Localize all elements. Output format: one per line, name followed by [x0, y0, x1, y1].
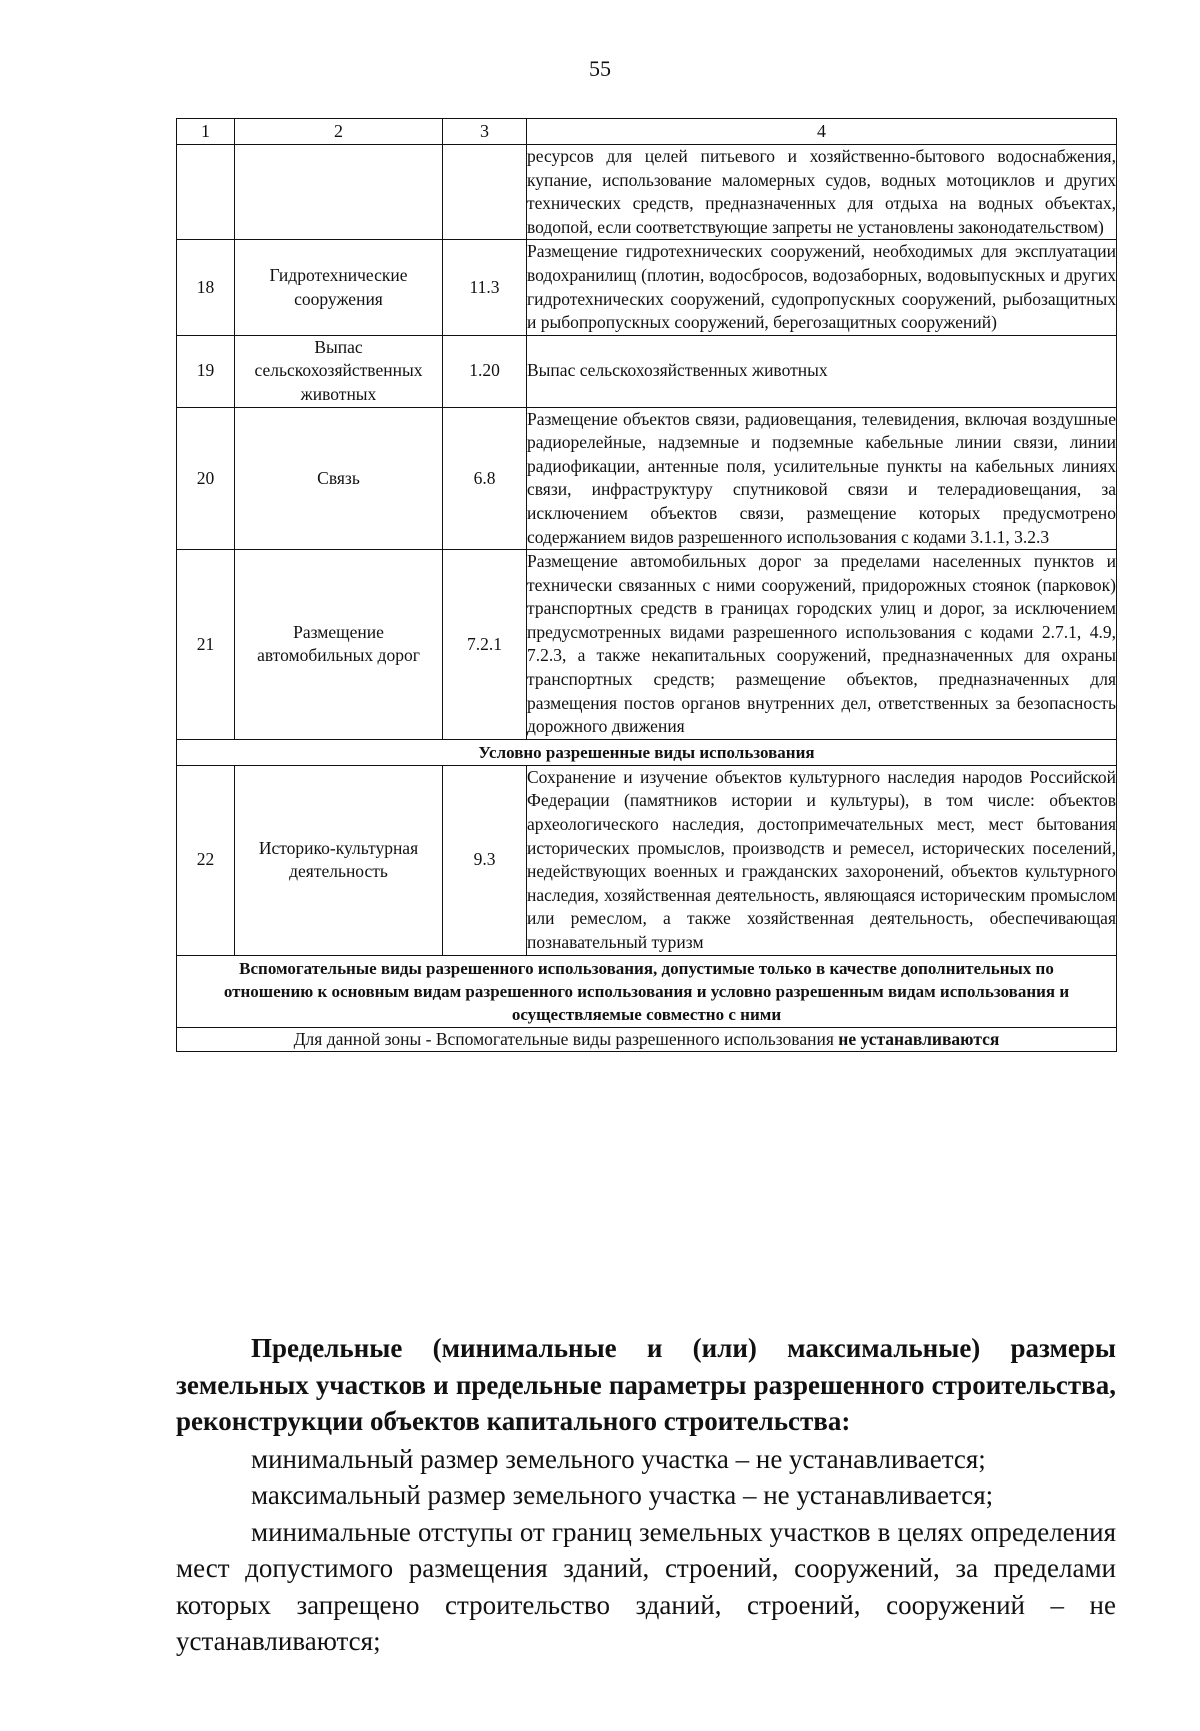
table-row [177, 1027, 1117, 1052]
parameters-section [176, 1330, 1116, 1660]
row-name: Гидротехнические сооружения [235, 240, 443, 335]
section-heading-auxiliary: Вспомогательные виды разрешенного использования, допустимые только в качестве дополнительных по отношению к основным видам разрешенного использования и условно разрешенным видам использования и осуществляемые совместно с ними [177, 955, 1117, 1027]
column-header: 2 [235, 119, 443, 145]
row-name: Связь [235, 407, 443, 550]
land-use-table [176, 118, 1117, 1052]
row-description: Размещение автомобильных дорог за пределами населенных пунктов и технически связанных с ними сооружений, придорожных стоянок (парковок) транспортных средств в границах городских улиц и дорог, за исключением предусмотренных видами разрешенного использования с кодами 2.7.1, 4.9, 7.2.3, а также некапитальных сооружений, предназначенных для охраны транспортных средств; размещение объектов, предназначенных для размещения постов органов внутренних дел, ответственных за безопасность дорожного движения [527, 550, 1117, 740]
paragraph-min-size: минимальный размер земельного участка – не устанавливается; [251, 1443, 986, 1474]
table-row [177, 765, 1117, 955]
table-row [177, 335, 1117, 407]
row-description: Размещение объектов связи, радиовещания, телевидения, включая воздушные радиорелейные, надземные и подземные кабельные линии связи, линии радиофикации, антенные поля, усилительные пункты на кабельных линиях связи, инфраструктуру спутниковой связи и телерадиовещания, за исключением объектов связи, размещение которых предусмотрено содержанием видов разрешенного использования с кодами 3.1.1, 3.2.3 [527, 407, 1117, 550]
table-header-row [177, 119, 1117, 145]
section-heading-row [177, 955, 1117, 1027]
paragraph-setbacks: минимальные отступы от границ земельных участков в целях определения мест допустимого размещения зданий, строений, сооружений, за пределами которых запрещено строительство зданий, строений, сооружений – не устанавливаются; [176, 1516, 1116, 1656]
column-header: 1 [177, 119, 235, 145]
row-description: Выпас сельскохозяйственных животных [527, 335, 1117, 407]
row-number: 22 [177, 765, 235, 955]
table-row [177, 240, 1117, 335]
row-number: 19 [177, 335, 235, 407]
auxiliary-note-text: Для данной зоны - Вспомогательные виды разрешенного использования [293, 1028, 839, 1049]
section-heading: Предельные (минимальные и (или) максимальные) размеры земельных участков и предельные параметры разрешенного строительства, реконструкции объектов капитального строительства: [176, 1333, 1116, 1436]
row-name: Историко-культурная деятельность [235, 765, 443, 955]
row-code: 11.3 [443, 240, 527, 335]
row-description: Размещение гидротехнических сооружений, необходимых для эксплуатации водохранилищ (плотин, водосбросов, водозаборных, водовыпускных и других гидротехнических сооружений, судопропускных сооружений, рыбозащитных и рыбопропускных сооружений, берегозащитных сооружений) [527, 240, 1117, 335]
paragraph-max-size: максимальный размер земельного участка – не устанавливается; [251, 1480, 994, 1510]
table-row [177, 550, 1117, 740]
page-number: 55 [589, 56, 611, 81]
row-name: Выпас сельскохозяйственных животных [235, 335, 443, 407]
row-number: 21 [177, 550, 235, 740]
row-code: 9.3 [443, 765, 527, 955]
row-number: 18 [177, 240, 235, 335]
table-row [177, 145, 1117, 240]
row-number: 20 [177, 407, 235, 550]
row-code: 6.8 [443, 407, 527, 550]
row-code: 1.20 [443, 335, 527, 407]
row-name: Размещение автомобильных дорог [235, 550, 443, 740]
column-header: 4 [527, 119, 1117, 145]
section-heading-row [177, 739, 1117, 765]
section-heading-conditional: Условно разрешенные виды использования [177, 739, 1117, 765]
auxiliary-note [177, 1027, 1117, 1052]
auxiliary-note-status: не устанавливаются [838, 1028, 1000, 1049]
row-description: Сохранение и изучение объектов культурного наследия народов Российской Федерации (памятников истории и культуры), в том числе: объектов археологического наследия, достопримечательных мест, мест бытования исторических промыслов, производств и ремесел, исторических поселений, недействующих военных и гражданских захоронений, объектов культурного наследия, хозяйственная деятельность, являющаяся историческим промыслом или ремеслом, а также хозяйственная деятельность, обеспечивающая познавательный туризм [527, 765, 1117, 955]
table-row [177, 407, 1117, 550]
column-header: 3 [443, 119, 527, 145]
row-description: ресурсов для целей питьевого и хозяйственно-бытового водоснабжения, купание, использование маломерных судов, водных мотоциклов и других технических средств, предназначенных для отдыха на водных объектах, водопой, если соответствующие запреты не установлены законодательством) [527, 145, 1117, 240]
row-code: 7.2.1 [443, 550, 527, 740]
